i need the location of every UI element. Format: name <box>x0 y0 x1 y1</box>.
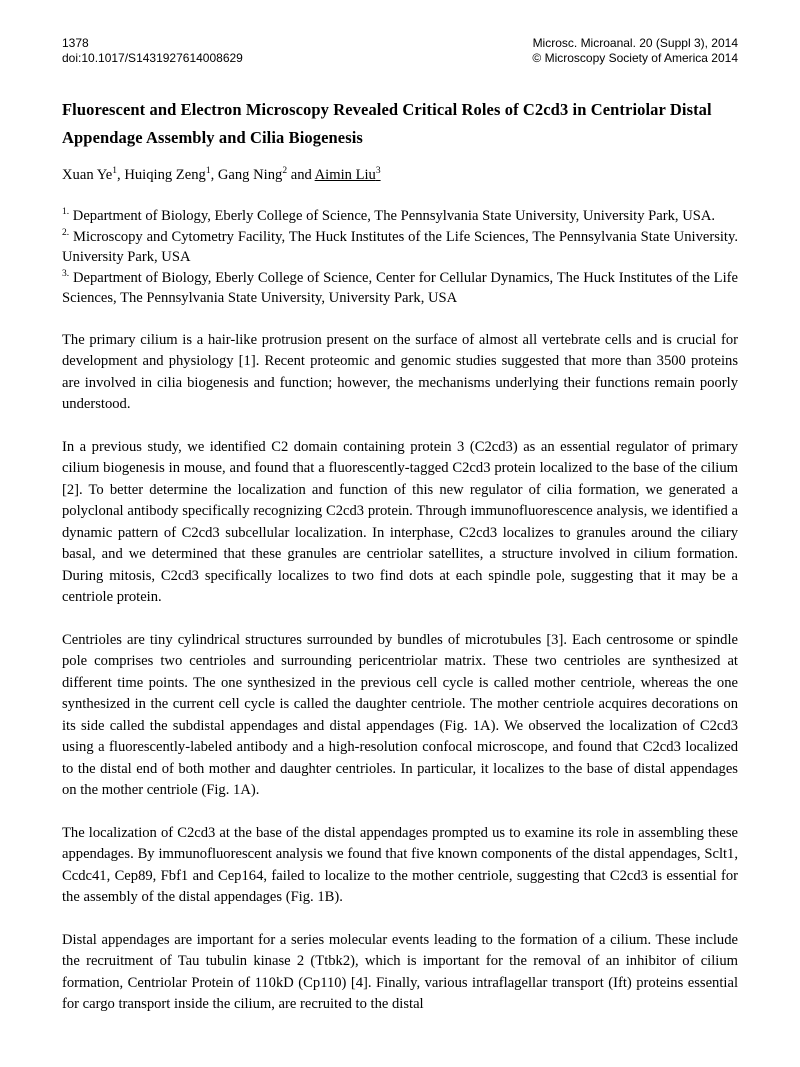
page-header <box>62 36 738 66</box>
affiliation <box>62 268 738 309</box>
affiliation-text: Department of Biology, Eberly College of Science, The Pennsylvania State University, University Park, USA. <box>72 208 716 224</box>
doi: doi:10.1017/S1431927614008629 <box>62 51 243 65</box>
header-right <box>532 36 738 66</box>
author: Huiqing Zeng$^1$, <box>124 166 218 183</box>
affiliation-text: Microscopy and Cytometry Facility, The Huck Institutes of the Life Sciences, The Pennsylvania State University. University Park, USA <box>62 228 738 265</box>
article-title: Fluorescent and Electron Microscopy Revealed Critical Roles of C2cd3 in Centriolar Distal Appendage Assembly and Cilia Biogenesis <box>62 100 712 147</box>
abstract-paragraph: The localization of C2cd3 at the base of the distal appendages prompted us to examine its role in assembling these appendages. By immunofluorescent analysis we found that five known components of the distal appendages, Sclt1, Ccdc41, Cep89, Fbf1 and Cep164, failed to localize to the mother centriole, suggesting that C2cd3 is essential for the assembly of the distal appendages (Fig. 1B). <box>62 824 738 905</box>
affiliation-list <box>62 206 738 309</box>
affiliation-number: 1. <box>62 207 70 218</box>
author-separator: and <box>287 167 315 183</box>
author-affiliation-superscript: 1 <box>205 166 211 177</box>
abstract-paragraph: The primary cilium is a hair-like protrusion present on the surface of almost all vertebrate cells and is crucial for development and physiology [1]. Recent proteomic and genomic studies suggested that more than 3500 proteins are involved in cilia biogenesis and function; however, the mechanisms underlying their functions remain poorly understood. <box>62 331 738 412</box>
journal-citation: Microsc. Microanal. 20 (Suppl 3), 2014 <box>532 36 738 50</box>
author-separator: , <box>210 167 218 183</box>
affiliation-number: 2. <box>62 227 70 238</box>
author: Gang Ning$^2$ and <box>217 166 315 183</box>
affiliation <box>62 206 738 227</box>
author-separator: , <box>117 167 125 183</box>
copyright-notice: © Microscopy Society of America 2014 <box>532 51 738 65</box>
corresponding-author-link[interactable]: Aimin Liu$^3$ <box>314 166 381 183</box>
author: Xuan Ye$^1$, <box>62 166 125 183</box>
abstract-paragraph: Distal appendages are important for a series molecular events leading to the formation of a cilium. These include the recruitment of Tau tubulin kinase 2 (Ttbk2), which is important for the removal of an inhibitor of cilium formation, Centriolar Protein of 110kD (Cp110) [4]. Finally, various intraflagellar transport (Ift) proteins essential for cargo transport inside the cilium, are recruited to the distal <box>62 931 738 1012</box>
page-number: 1378 <box>62 36 89 50</box>
author-affiliation-superscript: 1 <box>112 166 118 177</box>
abstract-paragraph: Centrioles are tiny cylindrical structures surrounded by bundles of microtubules [3]. Each centrosome or spindle pole comprises two centrioles and surrounding pericentriolar matrix. These two centrioles are synthesized at different time points. The one synthesized in the previous cell cycle is called mother centriole, whereas the one synthesized in the current cell cycle is called the daughter centriole. The mother centriole acquires decorations on its side called the subdistal appendages and distal appendages (Fig. 1A). We observed the localization of C2cd3 using a fluorescently-labeled antibody and a high-resolution confocal microscope, and found that C2cd3 localized to the distal end of both mother and daughter centrioles. In particular, it localizes to the base of distal appendages on the mother centriole (Fig. 1A). <box>62 631 738 798</box>
affiliation <box>62 227 738 268</box>
affiliation-text: Department of Biology, Eberly College of Science, Center for Cellular Dynamics, The Huck Institutes of the Life Sciences, The Pennsylvania State University, University Park, USA <box>62 269 738 306</box>
author-affiliation-superscript: 3 <box>375 166 381 177</box>
author-affiliation-superscript: 2 <box>282 166 288 177</box>
affiliation-number: 3. <box>62 268 70 279</box>
author-line <box>62 165 738 185</box>
abstract-paragraph: In a previous study, we identified C2 domain containing protein 3 (C2cd3) as an essential regulator of primary cilium biogenesis in mouse, and found that a fluorescently-tagged C2cd3 protein localized to the base of the cilium [2]. To better determine the localization and function of this new regulator of cilia formation, we generated a polyclonal antibody specifically recognizing C2cd3 protein. Through immunofluorescence analysis, we identified a dynamic pattern of C2cd3 subcellular localization. In interphase, C2cd3 localizes to granules around the ciliary basal, and we determined that these granules are centriolar satellites, a structure involved in cilium formation. During mitosis, C2cd3 specifically localizes to two find dots at each spindle pole, suggesting that it may be a centriole protein. <box>62 438 738 605</box>
header-left <box>62 36 243 66</box>
